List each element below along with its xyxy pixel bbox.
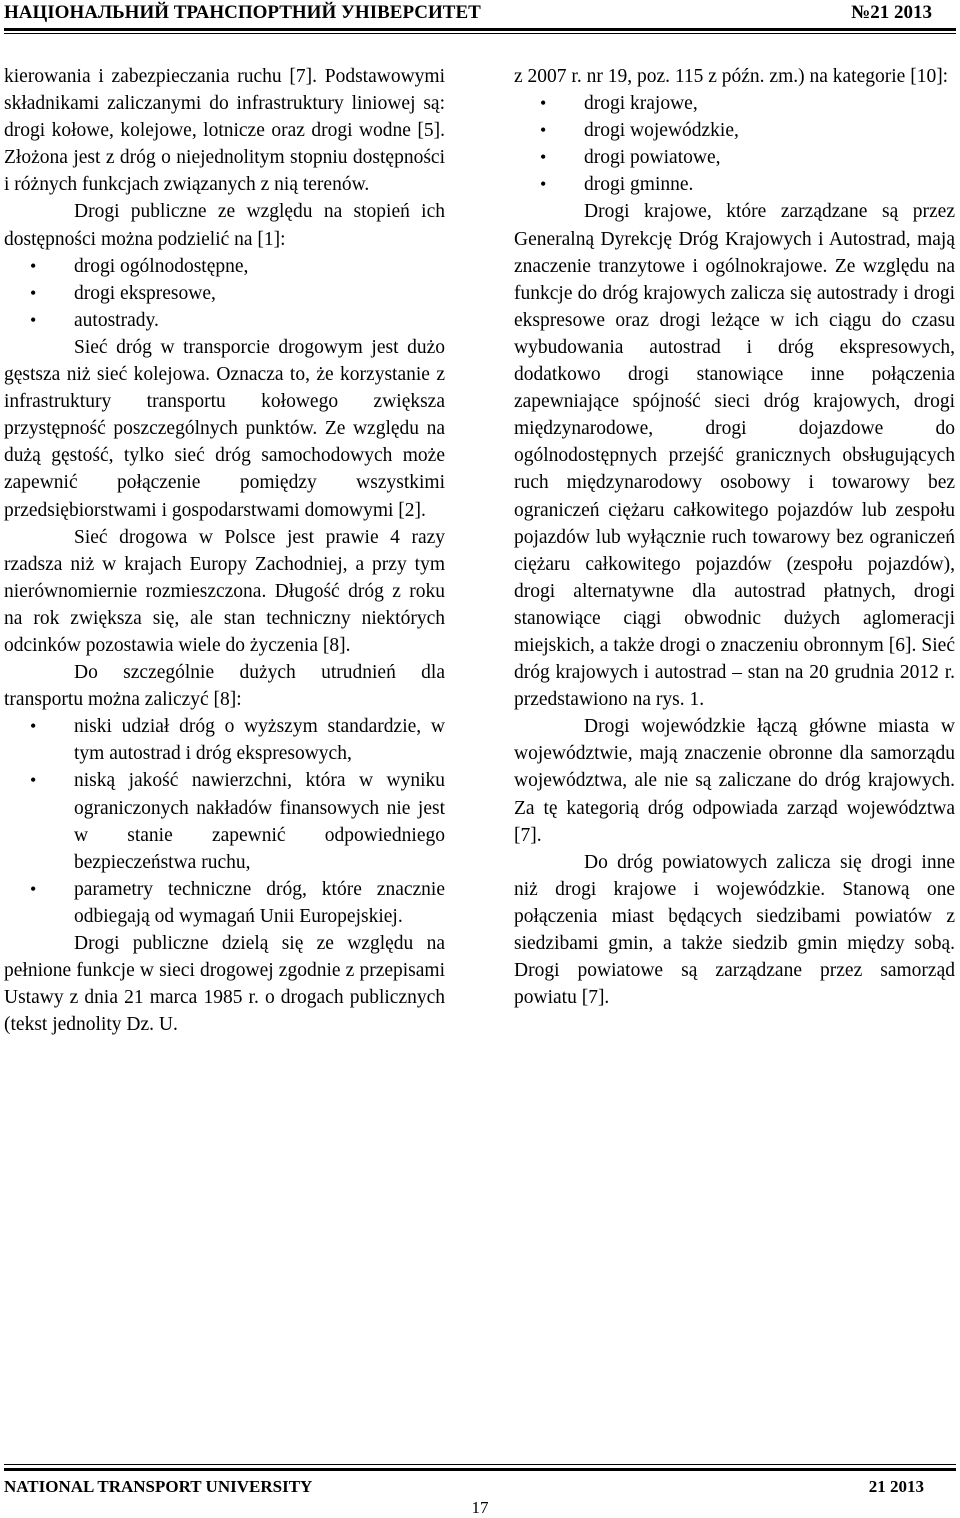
list-item: • drogi krajowe, [514, 90, 955, 117]
bullet-list [514, 90, 955, 198]
paragraph: z 2007 r. nr 19, poz. 115 z późn. zm.) na kategorie [10]: [514, 66, 949, 87]
header-rule-thick [4, 28, 956, 31]
list-item: • parametry techniczne dróg, które znacznie odbiegają od wymagań Unii Europejskiej. [4, 876, 445, 930]
list-item: • drogi wojewódzkie, [514, 117, 955, 144]
list-item: • drogi gminne. [514, 171, 955, 198]
paragraph: kierowania i zabezpieczania ruchu [7]. Podstawowymi składnikami zaliczanymi do infrastruktury liniowej są: drogi kołowe, kolejowe, lotnicze oraz drogi wodne [5]. Złożona jest z dróg o niejednolitym stopniu dostępności i różnych funkcjach związanych z nią terenów. [4, 66, 445, 196]
running-header [4, 0, 932, 26]
footer-rule-thick [4, 1468, 956, 1471]
bullet-list [4, 253, 445, 334]
list-item: • drogi ekspresowe, [4, 280, 445, 307]
bullet-list [4, 713, 445, 930]
header-issue: №21 2013 [851, 2, 932, 23]
list-item: • drogi ogólnodostępne, [4, 253, 445, 280]
running-footer [4, 1476, 924, 1498]
left-column [4, 63, 445, 1038]
paragraph: Do szczególnie dużych utrudnień dla transportu można zaliczyć [8]: [4, 662, 445, 711]
paragraph: Drogi publiczne ze względu na stopień ich dostępności można podzielić na [1]: [4, 201, 445, 250]
list-item: • niski udział dróg o wyższym standardzie, w tym autostrad i dróg ekspresowych, [4, 713, 445, 767]
header-rule-thin [4, 33, 956, 34]
paragraph: Do dróg powiatowych zalicza się drogi inne niż drogi krajowe i wojewódzkie. Stanową one połączenia miast będących siedzibami powiatów z siedzibami gmin, a także siedzib gmin między sobą. Drogi powiatowe są zarządzane przez samorząd powiatu [7]. [514, 851, 955, 1009]
paragraph: Drogi publiczne dzielą się ze względu na pełnione funkcje w sieci drogowej zgodnie z przepisami Ustawy z dnia 21 marca 1985 r. o drogach publicznych (tekst jednolity Dz. U. [4, 933, 445, 1036]
paragraph: Drogi wojewódzkie łączą główne miasta w województwie, mają znaczenie obronne dla samorządu województwa, ale nie są zaliczane do dróg krajowych. Za tę kategorią dróg odpowiada zarząd województwa [7]. [514, 716, 955, 846]
paragraph: Sieć dróg w transporcie drogowym jest dużo gęstsza niż sieć kolejowa. Oznacza to, że korzystanie z infrastruktury transportu kołowego zwiększa przystępność poszczególnych punktów. Ze względu na dużą gęstość, tylko sieć dróg samochodowych może zapewnić połączenie pomiędzy wszystkimi przedsiębiorstwami i gospodarstwami domowymi [2]. [4, 336, 445, 521]
list-item: • autostrady. [4, 307, 445, 334]
header-institution: НАЦІОНАЛЬНИЙ ТРАНСПОРТНИЙ УНІВЕРСИТЕТ [4, 2, 481, 23]
paragraph: Sieć drogowa w Polsce jest prawie 4 razy rzadsza niż w krajach Europy Zachodniej, a przy tym nierównomiernie rozmieszczona. Długość dróg z roku na rok zwiększa się, ale stan techniczny niektórych odcinków pozostawia wiele do życzenia [8]. [4, 526, 445, 656]
footer-institution: NATIONAL TRANSPORT UNIVERSITY [4, 1477, 313, 1496]
footer-rule-thin [4, 1464, 956, 1465]
list-item: • niską jakość nawierzchni, która w wyniku ograniczonych nakładów finansowych nie jest w stanie zapewnić odpowiedniego bezpieczeństwa ruchu, [4, 767, 445, 875]
list-item: • drogi powiatowe, [514, 144, 955, 171]
right-column [514, 63, 955, 1011]
paragraph: Drogi krajowe, które zarządzane są przez Generalną Dyrekcję Dróg Krajowych i Autostrad, mają znaczenie tranzytowe i ogólnokrajowe. Ze względu na funkcje do dróg krajowych zalicza się autostrady i drogi ekspresowe oraz drogi leżące w ich ciągu do czasu wybudowania autostrad i dróg ekspresowych, dodatkowo drogi stanowiące inne połączenia zapewniające spójność sieci dróg krajowych, drogi międzynarodowe, drogi dojazdowe do ogólnodostępnych przejść granicznych obsługujących ruch międzynarodowy osobowy i towarowy bez ograniczeń ciężaru całkowitego pojazdów lub zespołu pojazdów lub wyłącznie ruch towarowy bez ograniczeń ciężaru całkowitego pojazdów (zespołu pojazdów), drogi alternatywne dla autostrad płatnych, drogi stanowiące ciągi obwodnic dużych aglomeracji miejskich, a także drogi o znaczeniu obronnym [6]. Sieć dróg krajowych i autostrad – stan na 20 grudnia 2012 r. przedstawiono na rys. 1. [514, 201, 955, 711]
footer-issue: 21 2013 [868, 1477, 924, 1496]
page-number: 17 [471, 1498, 489, 1517]
